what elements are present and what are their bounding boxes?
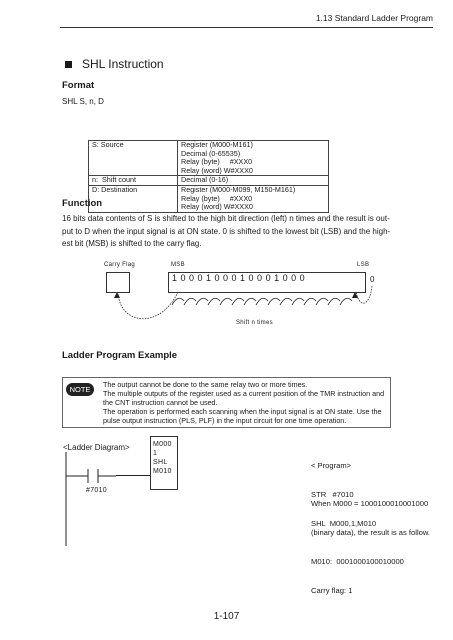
- example-line: Carry flag: 1: [311, 585, 353, 595]
- carry-flag-label: Carry Flag: [104, 262, 136, 268]
- ladder-diagram: [60, 450, 210, 550]
- shift-arrow: [244, 298, 256, 305]
- shl-box-line: 1: [153, 450, 158, 457]
- shl-box-line: M010: [153, 468, 172, 475]
- shift-arrow: [316, 298, 328, 305]
- msb-label: MSB: [171, 262, 185, 268]
- param-value: Decimal (0-65535): [181, 148, 241, 158]
- format-heading: Format: [62, 80, 95, 91]
- program-line: SHL M000,1,M010: [311, 518, 377, 528]
- program-title: < Program>: [311, 461, 352, 471]
- shift-arrow: [220, 298, 232, 305]
- shift-arrow: [208, 298, 220, 305]
- shift-arrow: [340, 298, 352, 305]
- param-key: D: Destination: [89, 185, 178, 212]
- contact-label: #7010: [86, 487, 107, 494]
- param-value: Relay (word) W#XXX0: [181, 165, 253, 175]
- shl-box-line: SHL: [153, 459, 168, 466]
- msb-to-carry-arrow: [118, 292, 178, 319]
- shift-arrow: [328, 298, 340, 305]
- note-line: The output cannot be done to the same relay two or more times.: [103, 380, 308, 389]
- param-value: Relay (byte) #XXX0: [181, 157, 253, 167]
- shift-arrow: [304, 298, 316, 305]
- shift-caption: Shift n times: [236, 320, 273, 326]
- param-value: Decimal (0-16): [181, 175, 229, 185]
- function-heading: Function: [62, 198, 103, 209]
- param-key: n: Shift count: [89, 176, 178, 186]
- page-number: 1-107: [213, 611, 240, 622]
- rung-wire-to-box: [116, 475, 150, 476]
- zero-input: 0: [370, 275, 375, 284]
- note-line: pulse output instruction (PLS, PLF) in the input circuit for one time operation.: [103, 416, 347, 425]
- lsb-label: LSB: [357, 262, 370, 268]
- param-key: S: Source: [89, 141, 178, 176]
- program-line: STR #7010: [311, 489, 354, 499]
- note-line: The operation is performed each scanning when the input signal is at ON state. Use the: [103, 407, 382, 416]
- param-value: Register (M000-M161): [181, 140, 253, 149]
- section-header-title: 1.13 Standard Ladder Program: [315, 13, 433, 23]
- ladder-example-heading: Ladder Program Example: [62, 350, 178, 361]
- example-line: When M000 = 1000100010001000: [311, 499, 429, 509]
- shl-box-line: M000: [153, 441, 172, 448]
- shift-arrow: [280, 298, 292, 305]
- shift-arrow: [292, 298, 304, 305]
- format-syntax: SHL S, n, D: [62, 97, 104, 106]
- note-badge: NOTE: [66, 383, 94, 396]
- param-value: Register (M000-M099, M150-M161): [181, 184, 296, 194]
- shift-arrow: [184, 298, 196, 305]
- shift-arrow: [196, 298, 208, 305]
- example-line: M010: 0001000100010000: [311, 556, 404, 566]
- register-bits: 1 0 0 0 1 0 0 0 1 0 0 0 1 0 0 0: [172, 273, 306, 283]
- shift-arrow: [232, 298, 244, 305]
- shl-box-text: [153, 440, 172, 476]
- section-title: SHL Instruction: [82, 57, 164, 71]
- program-example: [311, 480, 430, 605]
- param-value: Relay (byte) #XXX0: [181, 193, 253, 203]
- shift-arrow: [268, 298, 280, 305]
- note-line: the CNT instruction cannot be used.: [103, 398, 218, 407]
- function-line: 16 bits data contents of S is shifted to the high bit direction (left) n times and the result is out-: [62, 214, 390, 223]
- param-value: Relay (word) W#XXX0: [181, 202, 253, 212]
- note-line: The multiple outputs of the register used as a current position of the TMR instruction and: [103, 389, 385, 398]
- example-line: (binary data), the result is as follow.: [311, 527, 431, 537]
- ladder-diagram-title: <Ladder Diagram>: [63, 443, 130, 452]
- zero-to-lsb-arrow: [356, 286, 372, 303]
- function-line: put to D when the input signal is at ON state. 0 is shifted to the lowest bit (LSB) and the high-: [62, 226, 391, 236]
- function-line: est bit (MSB) is shifted to the carry flag.: [62, 239, 202, 248]
- shift-arrow: [256, 298, 268, 305]
